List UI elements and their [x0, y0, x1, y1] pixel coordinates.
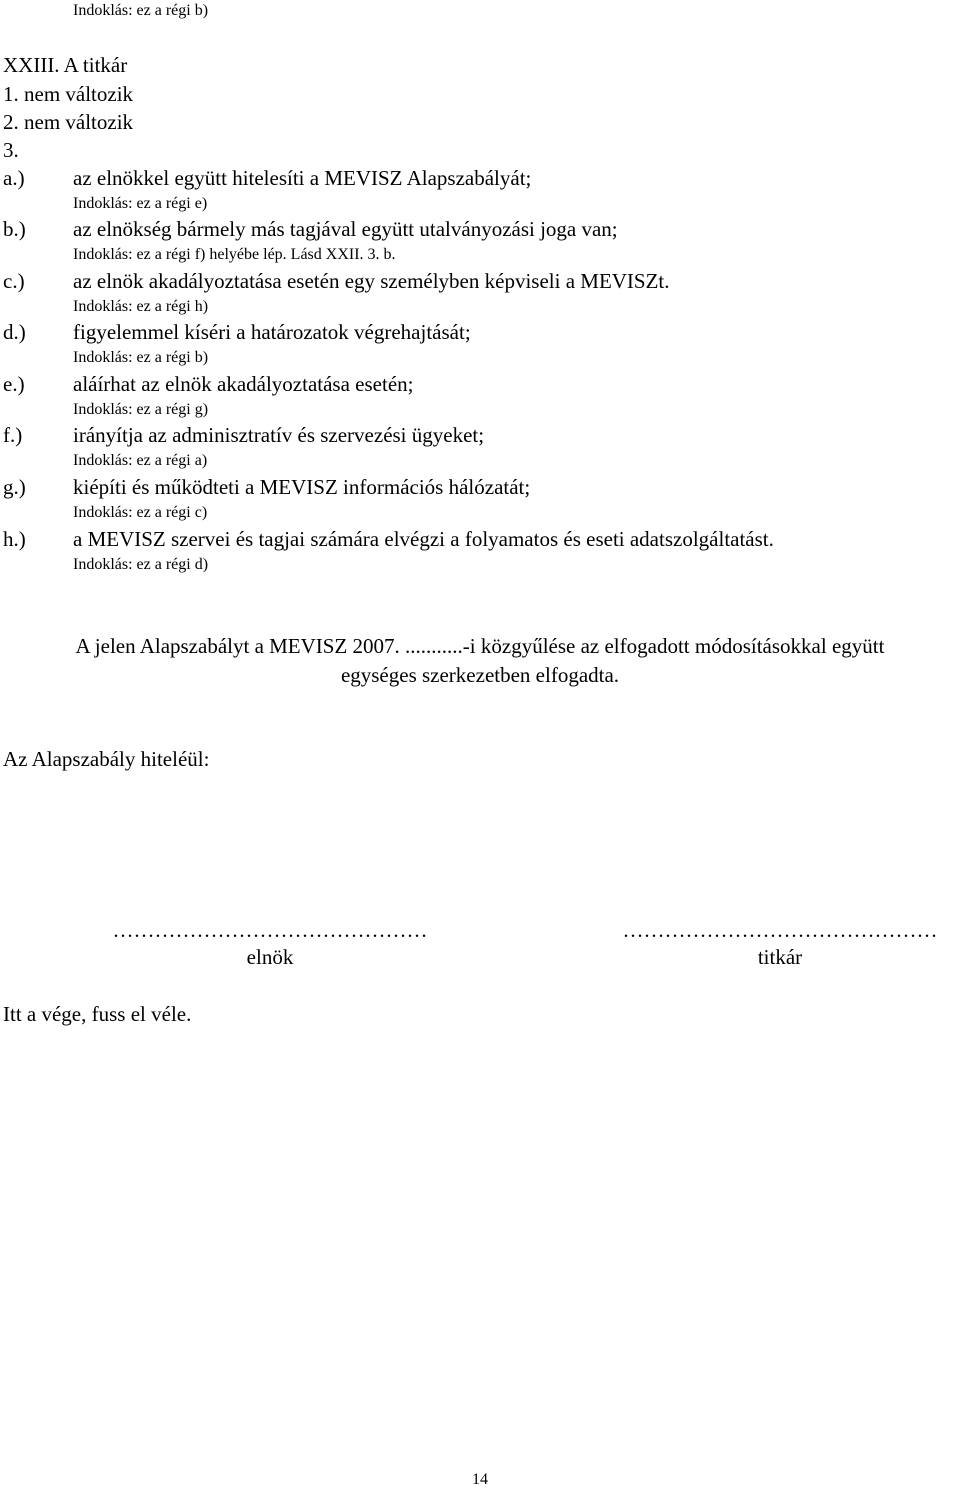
item-text: kiépíti és működteti a MEVISZ információs hálózatát; — [73, 475, 531, 499]
item-label: a.) — [3, 166, 25, 190]
item-text: irányítja az adminisztratív és szervezési ügyeket; — [73, 423, 485, 447]
item-note: Indoklás: ez a régi d) — [73, 556, 209, 573]
item-text: az elnökkel együtt hitelesíti a MEVISZ Alapszabályát; — [73, 166, 532, 190]
section-line-1: 1. nem változik — [3, 82, 134, 106]
section-line-3: 3. — [3, 138, 19, 162]
item-label: f.) — [3, 423, 23, 447]
section-title: XXIII. A titkár — [3, 53, 128, 77]
item-note: Indoklás: ez a régi b) — [73, 349, 209, 366]
item-note: Indoklás: ez a régi f) helyébe lép. Lásd XXII. 3. b. — [73, 246, 396, 263]
footer-note: Itt a vége, fuss el véle. — [3, 1002, 192, 1026]
item-note: Indoklás: ez a régi g) — [73, 401, 209, 418]
signature-role: titkár — [757, 945, 803, 969]
item-note: Indoklás: ez a régi h) — [73, 298, 209, 315]
item-label: g.) — [3, 475, 26, 499]
item-text: aláírhat az elnök akadályoztatása esetén; — [73, 372, 414, 396]
item-label: d.) — [3, 320, 26, 344]
item-label: b.) — [3, 217, 26, 241]
item-label: e.) — [3, 372, 25, 396]
item-text: figyelemmel kíséri a határozatok végrehajtását; — [73, 320, 471, 344]
authentication-heading: Az Alapszabály hiteléül: — [3, 747, 210, 771]
section-line-2: 2. nem változik — [3, 110, 134, 134]
closing-line-2: egységes szerkezetben elfogadta. — [340, 663, 620, 687]
item-text: az elnök akadályoztatása esetén egy személyben képviseli a MEVISZt. — [73, 269, 670, 293]
signature-role: elnök — [246, 945, 294, 969]
item-text: az elnökség bármely más tagjával együtt utalványozási joga van; — [73, 217, 618, 241]
page-number: 14 — [472, 1471, 488, 1488]
item-label: c.) — [3, 269, 25, 293]
item-label: h.) — [3, 527, 26, 551]
item-note: Indoklás: ez a régi e) — [73, 195, 208, 212]
item-note: Indoklás: ez a régi a) — [73, 452, 208, 469]
signature-line: ……………………………………… — [622, 918, 938, 942]
signature-line: ……………………………………… — [112, 918, 428, 942]
top-note: Indoklás: ez a régi b) — [73, 2, 209, 19]
item-text: a MEVISZ szervei és tagjai számára elvégzi a folyamatos és eseti adatszolgáltatást. — [73, 527, 774, 551]
closing-line-1: A jelen Alapszabályt a MEVISZ 2007. ...........-i közgyűlése az elfogadott módosításokkal együtt — [75, 634, 885, 658]
item-note: Indoklás: ez a régi c) — [73, 504, 208, 521]
